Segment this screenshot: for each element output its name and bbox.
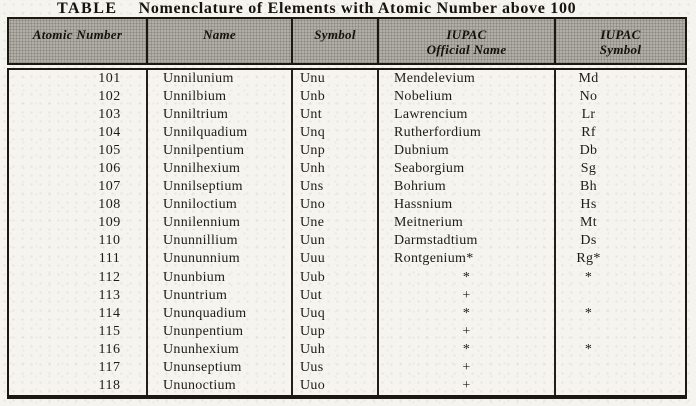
iupac-symbol-cell: * bbox=[584, 305, 593, 321]
iupac-name-cell: Rontgenium* bbox=[379, 250, 556, 268]
atomic-number-cell: 106 bbox=[9, 160, 148, 178]
table-header-row bbox=[7, 17, 687, 65]
col-header-iupac-symbol: IUPAC Symbol bbox=[599, 27, 642, 57]
atomic-number-cell: 102 bbox=[9, 88, 148, 106]
symbol-cell: Uno bbox=[293, 196, 379, 214]
symbol-cell: Uus bbox=[293, 359, 379, 377]
iupac-symbol-cell bbox=[556, 377, 685, 395]
iupac-name-cell: + bbox=[379, 287, 556, 305]
symbol-cell: Uns bbox=[293, 178, 379, 196]
table-label: TABLE bbox=[57, 0, 118, 17]
iupac-symbol-cell bbox=[556, 323, 685, 341]
iupac-name-cell: Dubnium bbox=[379, 142, 556, 160]
atomic-number-cell: 118 bbox=[9, 377, 148, 395]
name-cell: Ununseptium bbox=[148, 359, 293, 377]
name-cell: Unnilquadium bbox=[148, 124, 293, 142]
col-header-atomic-number: Atomic Number bbox=[9, 19, 148, 63]
symbol-cell: Uut bbox=[293, 287, 379, 305]
name-cell: Ununtrium bbox=[148, 287, 293, 305]
iupac-name-cell: Meitnerium bbox=[379, 214, 556, 232]
iupac-name-cell: * bbox=[379, 269, 556, 287]
iupac-name-cell: Nobelium bbox=[379, 88, 556, 106]
iupac-name-cell: Seaborgium bbox=[379, 160, 556, 178]
col-header-name: Name bbox=[148, 19, 293, 63]
symbol-cell: Unt bbox=[293, 106, 379, 124]
iupac-name-cell: Darmstadtium bbox=[379, 232, 556, 250]
name-cell: Ununhexium bbox=[148, 341, 293, 359]
name-cell: Unununnium bbox=[148, 250, 293, 268]
name-cell: Unnilunium bbox=[148, 70, 293, 88]
iupac-name-cell: * bbox=[379, 305, 556, 323]
atomic-number-cell: 103 bbox=[9, 106, 148, 124]
name-cell: Unniloctium bbox=[148, 196, 293, 214]
iupac-name-cell: Hassnium bbox=[379, 196, 556, 214]
iupac-symbol-cell: Md bbox=[578, 71, 599, 86]
name-cell: Ununnillium bbox=[148, 232, 293, 250]
iupac-name-cell: Mendelevium bbox=[379, 70, 556, 88]
iupac-name-cell: Lawrencium bbox=[379, 106, 556, 124]
symbol-cell: Uuq bbox=[293, 305, 379, 323]
name-cell: Ununoctium bbox=[148, 377, 293, 395]
table-caption: Nomenclature of Elements with Atomic Number above 100 bbox=[138, 0, 577, 17]
name-cell: Unnilbium bbox=[148, 88, 293, 106]
symbol-cell: Uun bbox=[293, 232, 379, 250]
atomic-number-cell: 116 bbox=[9, 341, 148, 359]
iupac-symbol-cell: Bh bbox=[580, 179, 597, 195]
iupac-symbol-cell bbox=[556, 287, 685, 305]
atomic-number-cell: 111 bbox=[9, 250, 148, 268]
table-title bbox=[57, 0, 576, 17]
name-cell: Unnilseptium bbox=[148, 178, 293, 196]
name-cell: Ununbium bbox=[148, 269, 293, 287]
iupac-symbol-cell: Sg bbox=[580, 161, 597, 177]
name-cell: Ununpentium bbox=[148, 323, 293, 341]
iupac-symbol-cell: Hs bbox=[580, 197, 597, 213]
iupac-symbol-cell: Lr bbox=[581, 107, 596, 123]
iupac-symbol-cell: Rf bbox=[581, 125, 596, 141]
atomic-number-cell: 112 bbox=[9, 269, 148, 287]
atomic-number-cell: 101 bbox=[9, 70, 148, 88]
atomic-number-cell: 110 bbox=[9, 232, 148, 250]
iupac-symbol-cell: * bbox=[584, 341, 593, 357]
atomic-number-cell: 117 bbox=[9, 359, 148, 377]
symbol-cell: Unh bbox=[293, 160, 379, 178]
iupac-name-cell: * bbox=[379, 341, 556, 359]
atomic-number-cell: 109 bbox=[9, 214, 148, 232]
symbol-cell: Uuo bbox=[293, 377, 379, 395]
iupac-name-cell: + bbox=[379, 359, 556, 377]
iupac-symbol-cell: Rg* bbox=[576, 251, 601, 267]
atomic-number-cell: 115 bbox=[9, 323, 148, 341]
symbol-cell: Uuh bbox=[293, 341, 379, 359]
iupac-name-cell: Rutherfordium bbox=[379, 124, 556, 142]
symbol-cell: Uub bbox=[293, 269, 379, 287]
iupac-name-cell: + bbox=[379, 377, 556, 395]
iupac-symbol-cell bbox=[556, 359, 685, 377]
symbol-cell: Unb bbox=[293, 88, 379, 106]
iupac-name-cell: + bbox=[379, 323, 556, 341]
table-body bbox=[7, 68, 687, 399]
nomenclature-table bbox=[7, 17, 687, 399]
name-cell: Unnilhexium bbox=[148, 160, 293, 178]
symbol-cell: Unp bbox=[293, 142, 379, 160]
col-header-symbol: Symbol bbox=[293, 19, 379, 63]
iupac-name-cell: Bohrium bbox=[379, 178, 556, 196]
symbol-cell: Uup bbox=[293, 323, 379, 341]
iupac-symbol-cell: No bbox=[579, 89, 598, 105]
atomic-number-cell: 113 bbox=[9, 287, 148, 305]
symbol-cell: Unu bbox=[293, 70, 379, 88]
iupac-symbol-cell: Mt bbox=[580, 215, 597, 231]
atomic-number-cell: 108 bbox=[9, 196, 148, 214]
atomic-number-cell: 107 bbox=[9, 178, 148, 196]
name-cell: Ununquadium bbox=[148, 305, 293, 323]
name-cell: Unnilpentium bbox=[148, 142, 293, 160]
symbol-cell: Une bbox=[293, 214, 379, 232]
symbol-cell: Unq bbox=[293, 124, 379, 142]
col-header-iupac-official-name: IUPAC Official Name bbox=[379, 19, 556, 63]
atomic-number-cell: 114 bbox=[9, 305, 148, 323]
iupac-symbol-cell: Db bbox=[579, 143, 598, 159]
iupac-symbol-cell: * bbox=[584, 269, 593, 285]
name-cell: Unnilennium bbox=[148, 214, 293, 232]
atomic-number-cell: 104 bbox=[9, 124, 148, 142]
name-cell: Unniltrium bbox=[148, 106, 293, 124]
iupac-symbol-cell: Ds bbox=[580, 233, 597, 249]
atomic-number-cell: 105 bbox=[9, 142, 148, 160]
symbol-cell: Uuu bbox=[293, 250, 379, 268]
